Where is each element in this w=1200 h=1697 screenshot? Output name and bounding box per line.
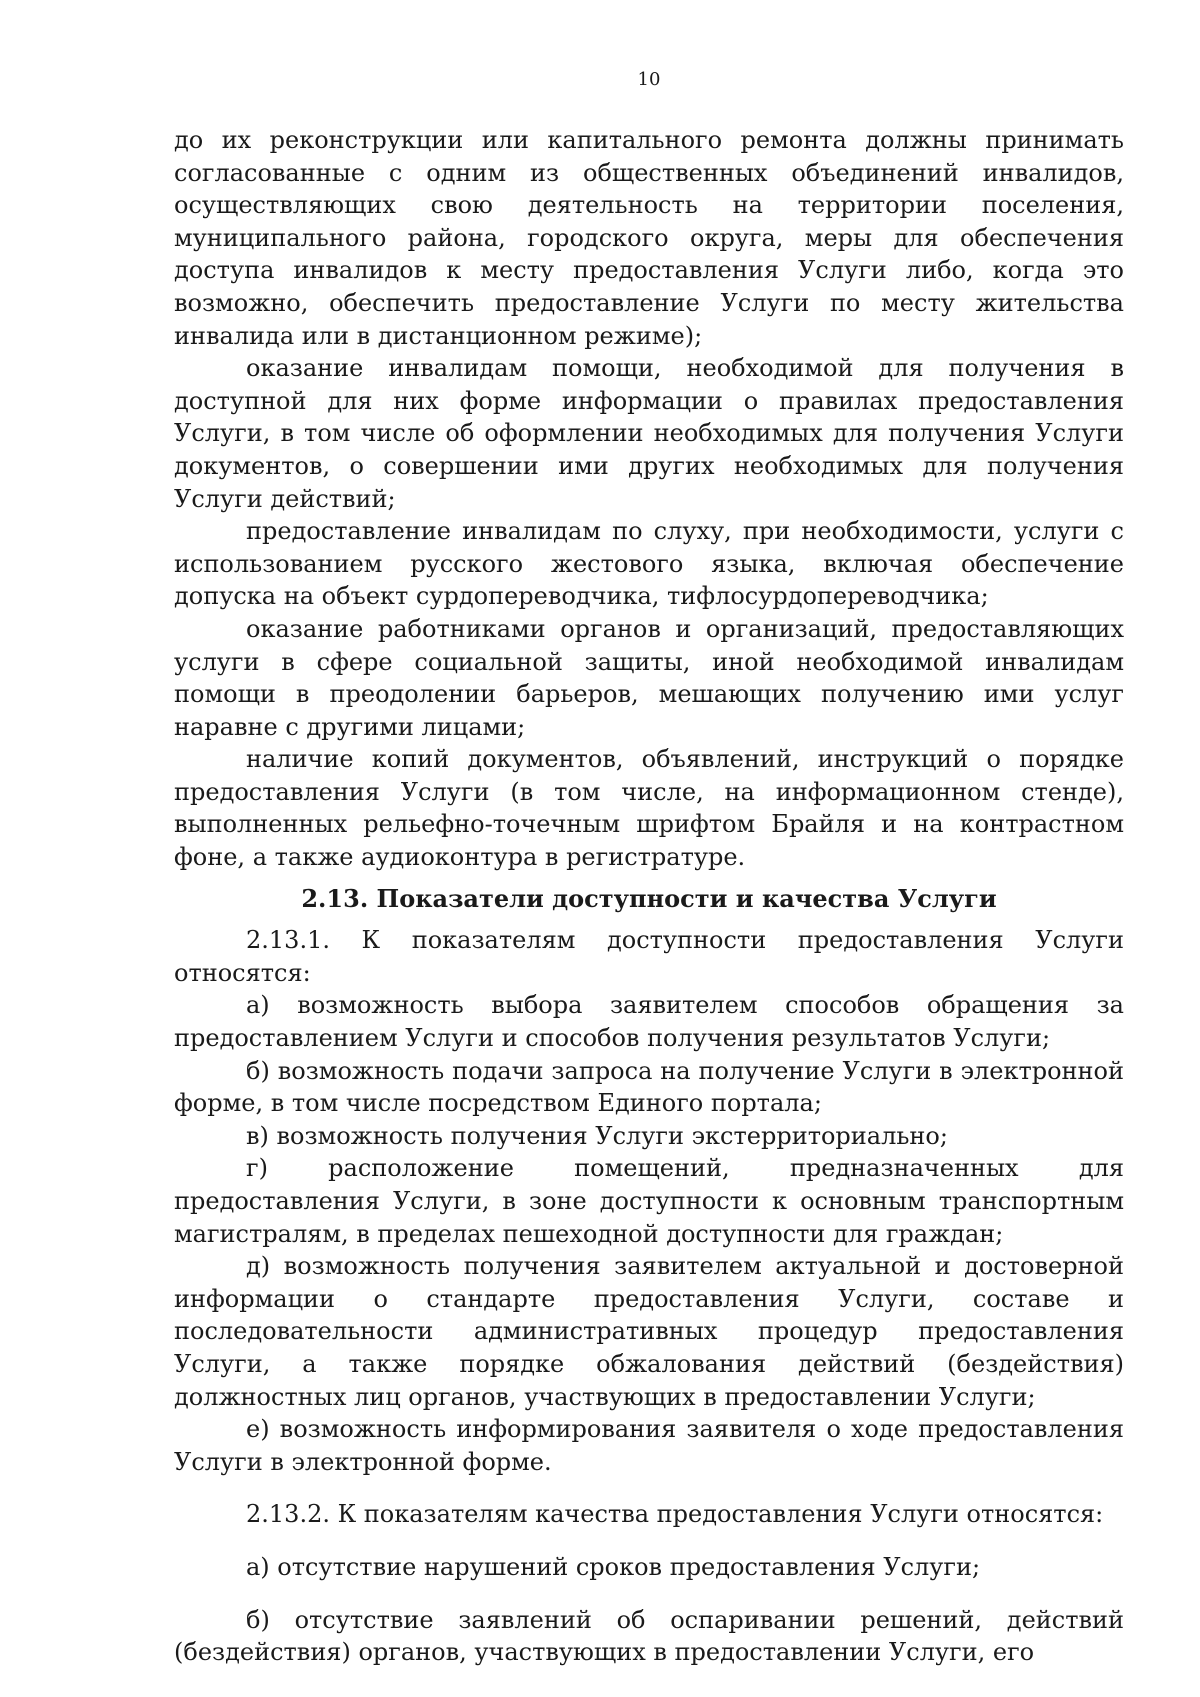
page-number: 10 [637,69,661,90]
section-heading: 2.13. Показатели доступности и качества Услуги [301,883,997,913]
document-body [174,124,1124,1669]
paragraph-assistance: оказание инвалидам помощи, необходимой для получения в доступной для них форме информации о правилах предоставления Услуги, в том числе об оформлении необходимых для получения Услуги документов, о совершении ими других необходимых для получения Услуги действий; [174,354,1124,513]
list-item: б) возможность подачи запроса на получение Услуги в электронной форме, в том числе посредством Единого портала; [174,1056,1124,1118]
paragraph-continuation: до их реконструкции или капитального ремонта должны принимать согласованные с одним из общественных объединений инвалидов, осуществляющих свою деятельность на территории поселения, муниципального района, городского округа, меры для обеспечения доступа инвалидов к месту предоставления Услуги либо, когда это возможно, обеспечить предоставление Услуги по месту жительства инвалида или в дистанционном режиме); [174,126,1124,350]
list-item: б) отсутствие заявлений об оспаривании решений, действий (бездействия) органов, участвующих в предоставлении Услуги, его [174,1605,1124,1667]
list-item: д) возможность получения заявителем актуальной и достоверной информации о стандарте предоставления Услуги, составе и последовательности административных процедур предоставления Услуги, а также порядке обжалования действий (бездействия) должностных лиц органов, участвующих в предоставлении Услуги; [174,1252,1124,1411]
list-item: г) расположение помещений, предназначенных для предоставления Услуги, в зоне доступности к основным транспортным магистралям, в пределах пешеходной доступности для граждан; [174,1154,1124,1248]
document-page [174,0,1124,1697]
list-item: а) возможность выбора заявителем способов обращения за предоставлением Услуги и способов получения результатов Услуги; [174,991,1124,1053]
list-item: а) отсутствие нарушений сроков предоставления Услуги; [246,1552,981,1581]
list-item: в) возможность получения Услуги экстерриториально; [246,1121,948,1150]
paragraph-sign-language: предоставление инвалидам по слуху, при необходимости, услуги с использованием русского жестового языка, включая обеспечение допуска на объект сурдопереводчика, тифлосурдопереводчика; [174,517,1124,611]
list-item: е) возможность информирования заявителя о ходе предоставления Услуги в электронной форме. [174,1415,1124,1476]
paragraph-barriers: оказание работниками органов и организаций, предоставляющих услуги в сфере социальной защиты, иной необходимой инвалидам помощи в преодолении барьеров, мешающих получению ими услуг наравне с другими лицами; [174,614,1124,741]
subsection-2-title: 2.13.2. К показателям качества предоставления Услуги относятся: [246,1500,1104,1529]
paragraph-braille: наличие копий документов, объявлений, инструкций о порядке предоставления Услуги (в том числе, на информационном стенде), выполненных рельефно-точечным шрифтом Брайля и на контрастном фоне, а также аудиоконтура в регистратуре. [174,745,1124,872]
subsection-1-title: 2.13.1. К показателям доступности предоставления Услуги относятся: [174,926,1124,987]
